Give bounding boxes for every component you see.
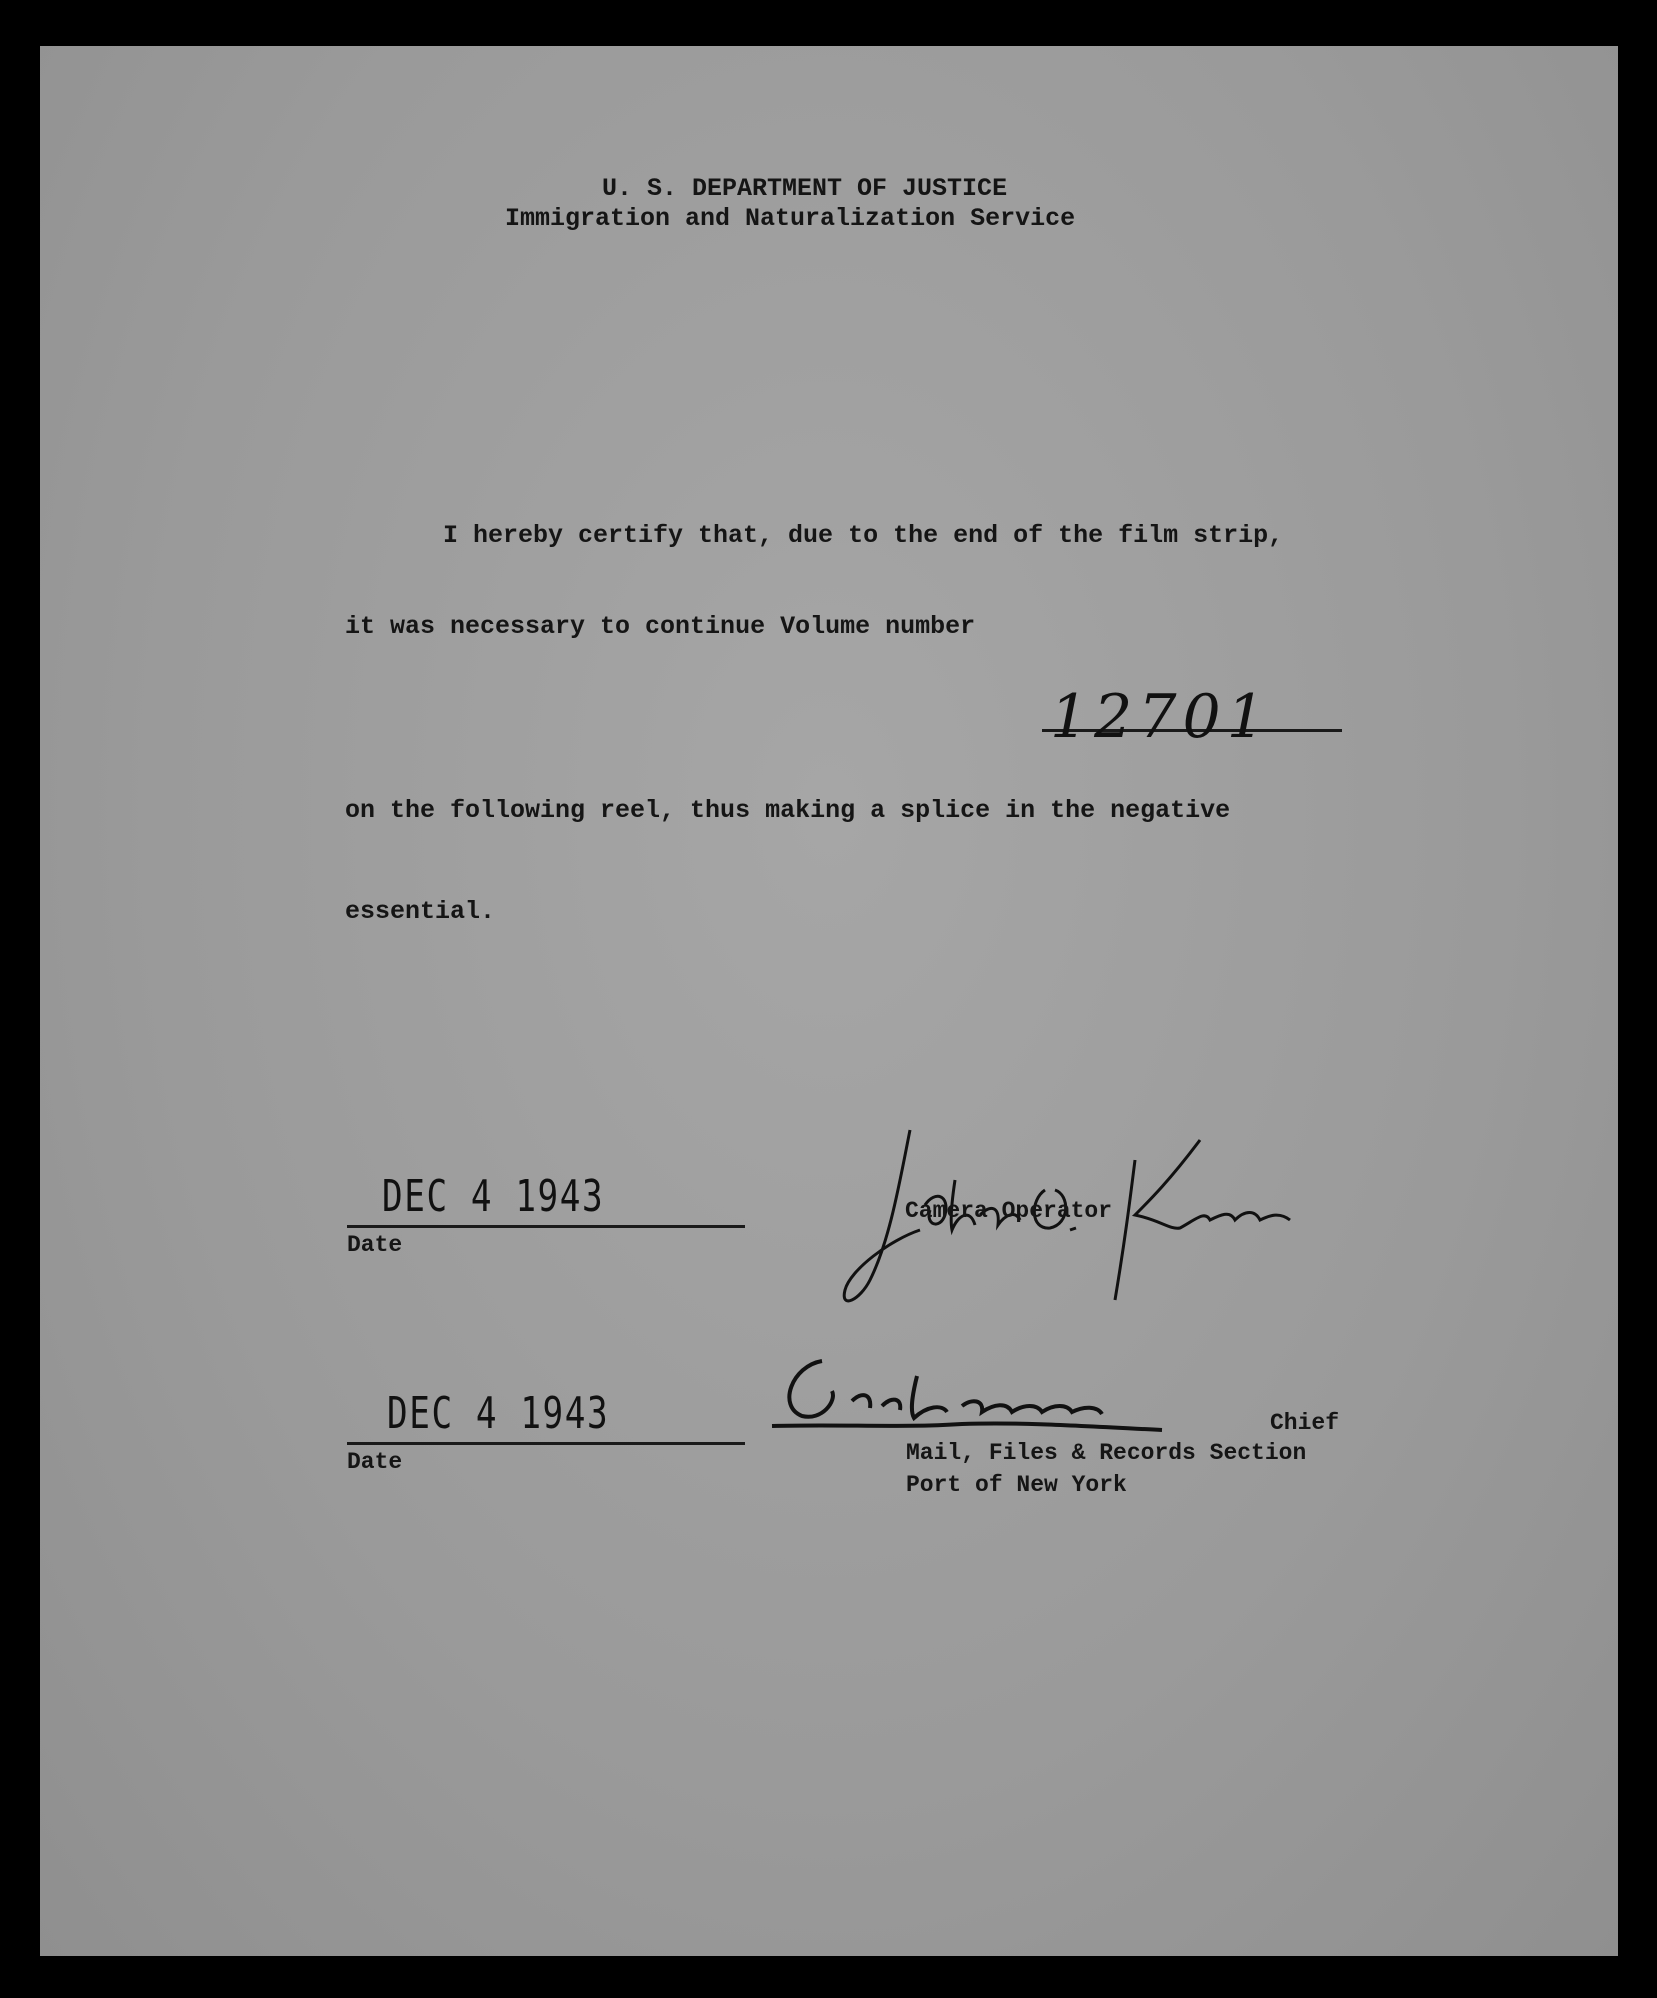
date-label-1: Date (347, 1232, 403, 1258)
certificate-line-4: essential. (345, 897, 496, 926)
service-heading: Immigration and Naturalization Service (505, 204, 1076, 233)
section-title: Mail, Files & Records Section (906, 1440, 1307, 1466)
chief-title: Chief (1270, 1410, 1340, 1436)
department-heading: U. S. DEPARTMENT OF JUSTICE (602, 174, 1008, 203)
date-line-2 (347, 1442, 745, 1445)
date-stamp-1: DEC 4 1943 (382, 1171, 605, 1222)
date-line-1 (347, 1225, 745, 1228)
certificate-line-1: I hereby certify that, due to the end of the film strip, (443, 521, 1284, 550)
port-title: Port of New York (906, 1472, 1127, 1498)
date-label-2: Date (347, 1449, 403, 1475)
date-stamp-2: DEC 4 1943 (387, 1388, 610, 1439)
volume-number: 12701 (1050, 682, 1271, 752)
camera-operator-title: Camera Operator (905, 1198, 1113, 1224)
certificate-line-3: on the following reel, thus making a splice in the negative (345, 796, 1231, 825)
document-page (40, 46, 1618, 1956)
certificate-line-2: it was necessary to continue Volume number (345, 612, 976, 641)
